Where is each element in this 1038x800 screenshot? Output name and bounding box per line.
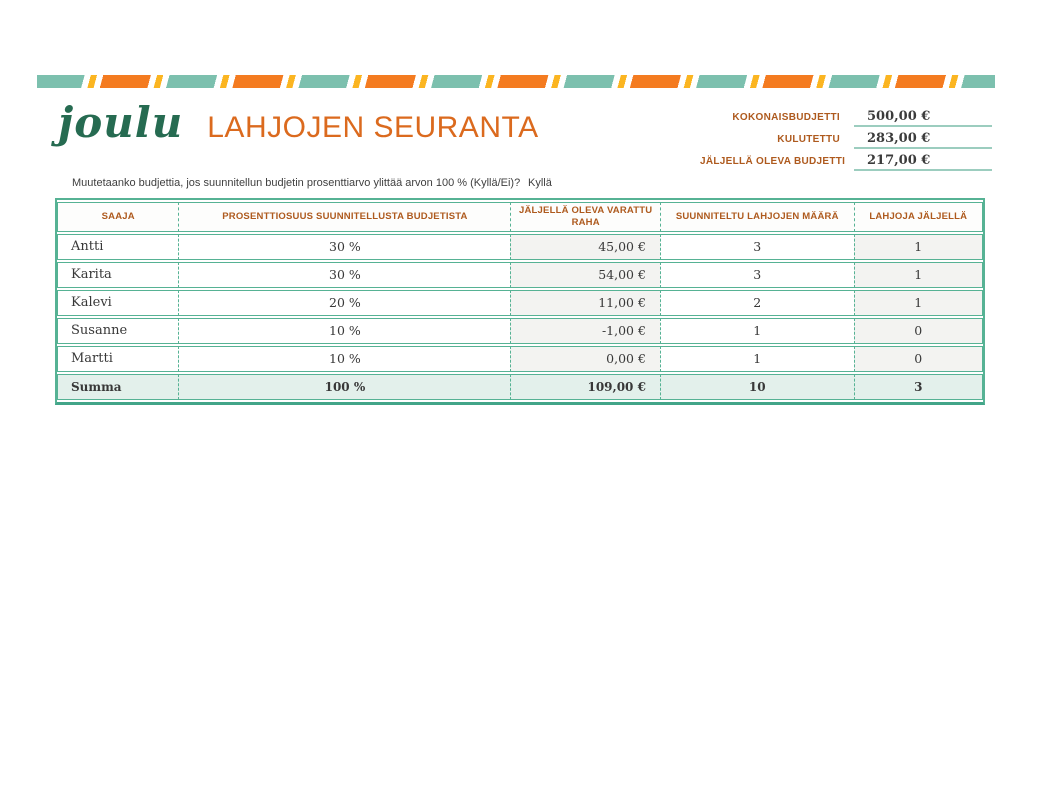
cell-gifts-left[interactable]: 0 (854, 346, 983, 372)
table-row (57, 262, 983, 288)
cell-recipient[interactable]: Kalevi (57, 290, 178, 316)
table-row (57, 234, 983, 260)
cell-gifts-left[interactable]: 1 (854, 262, 983, 288)
cell-gifts-left[interactable]: 1 (854, 234, 983, 260)
cell-remaining-money[interactable]: 54,00 € (510, 262, 659, 288)
table-summary-row (57, 374, 983, 400)
budget-row-total (700, 109, 992, 131)
spent-value[interactable]: 283,00 € (854, 131, 992, 149)
budget-question (72, 177, 772, 189)
spent-label: KULUTETTU (777, 134, 840, 145)
cell-percent[interactable]: 10 % (178, 346, 510, 372)
cell-percent[interactable]: 20 % (178, 290, 510, 316)
cell-remaining-money[interactable]: 11,00 € (510, 290, 659, 316)
column-header-lahjoja-jaljella: LAHJOJA JÄLJELLÄ (854, 202, 983, 232)
question-answer[interactable]: Kyllä (528, 177, 552, 189)
page-title: LAHJOJEN SEURANTA (207, 111, 539, 144)
cell-planned-gifts[interactable]: 3 (660, 262, 854, 288)
budget-row-remaining (700, 153, 992, 175)
cell-summary-gifts-left: 3 (854, 374, 983, 400)
cell-recipient[interactable]: Martti (57, 346, 178, 372)
cell-percent[interactable]: 30 % (178, 234, 510, 260)
remaining-budget-value[interactable]: 217,00 € (854, 153, 992, 171)
cell-summary-label: Summa (57, 374, 178, 400)
cell-percent[interactable]: 30 % (178, 262, 510, 288)
cell-planned-gifts[interactable]: 1 (660, 346, 854, 372)
budget-row-spent (700, 131, 992, 153)
remaining-budget-label: JÄLJELLÄ OLEVA BUDJETTI (700, 156, 846, 167)
table-row (57, 318, 983, 344)
cell-gifts-left[interactable]: 0 (854, 318, 983, 344)
column-header-prosenttiosuus: PROSENTTIOSUUS SUUNNITELLUSTA BUDJETISTA (178, 202, 510, 232)
total-budget-value[interactable]: 500,00 € (854, 109, 992, 127)
header (58, 98, 539, 147)
cell-percent[interactable]: 10 % (178, 318, 510, 344)
cell-planned-gifts[interactable]: 2 (660, 290, 854, 316)
cell-planned-gifts[interactable]: 3 (660, 234, 854, 260)
cell-summary-percent: 100 % (178, 374, 510, 400)
decorative-stripe-border (37, 75, 995, 88)
cell-summary-money: 109,00 € (510, 374, 659, 400)
total-budget-label: KOKONAISBUDJETTI (732, 112, 840, 123)
gift-table-container (55, 198, 985, 405)
cell-remaining-money[interactable]: 0,00 € (510, 346, 659, 372)
table-row (57, 346, 983, 372)
cell-remaining-money[interactable]: 45,00 € (510, 234, 659, 260)
logo-joulu: joulu (58, 98, 184, 147)
gift-table (57, 200, 983, 402)
cell-recipient[interactable]: Antti (57, 234, 178, 260)
cell-planned-gifts[interactable]: 1 (660, 318, 854, 344)
table-row (57, 290, 983, 316)
cell-recipient[interactable]: Karita (57, 262, 178, 288)
cell-recipient[interactable]: Susanne (57, 318, 178, 344)
table-header-row (57, 202, 983, 232)
budget-summary (700, 109, 992, 175)
question-text: Muutetaanko budjettia, jos suunnitellun budjetin prosenttiarvo ylittää arvon 100 % (Kyllä/Ei)? (72, 177, 521, 189)
column-header-saaja: SAAJA (57, 202, 178, 232)
cell-summary-planned-gifts: 10 (660, 374, 854, 400)
cell-gifts-left[interactable]: 1 (854, 290, 983, 316)
column-header-jaljella-raha: JÄLJELLÄ OLEVA VARATTU RAHA (510, 202, 659, 232)
cell-remaining-money[interactable]: -1,00 € (510, 318, 659, 344)
column-header-lahjojen-maara: SUUNNITELTU LAHJOJEN MÄÄRÄ (660, 202, 854, 232)
